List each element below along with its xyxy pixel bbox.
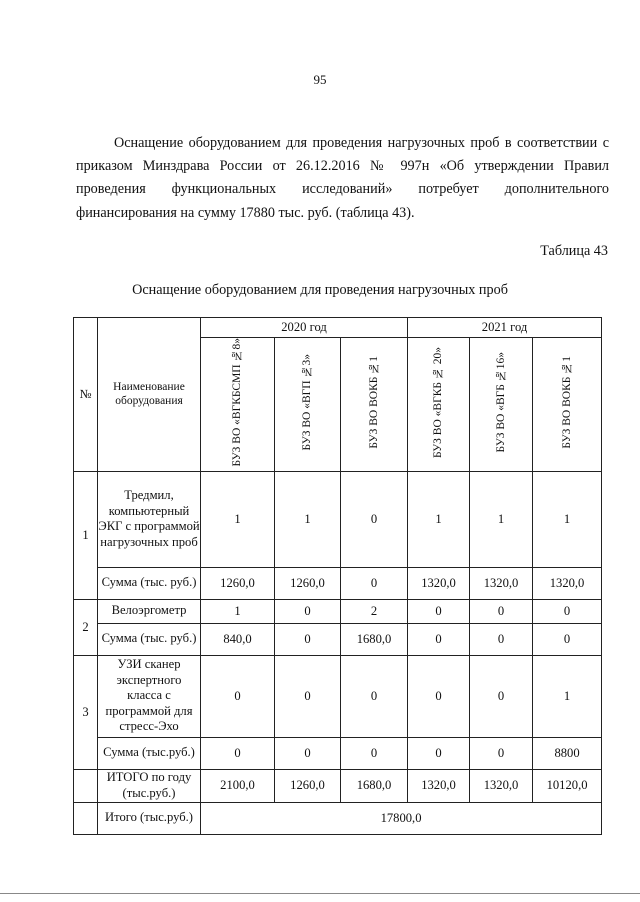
- table-cell: 0: [470, 655, 533, 737]
- table-cell: 840,0: [201, 623, 275, 655]
- table-cell: 2100,0: [201, 769, 275, 802]
- equipment-table: [73, 317, 602, 835]
- table-row-total-year: [74, 769, 602, 802]
- table-cell: 0: [275, 655, 341, 737]
- table-cell: 0: [341, 567, 408, 599]
- table-cell: 1260,0: [275, 567, 341, 599]
- row-number: 1: [74, 471, 98, 599]
- table-cell: 0: [201, 737, 275, 769]
- table-cell: 1320,0: [533, 567, 602, 599]
- table-title: Оснащение оборудованием для проведения нагрузочных проб: [132, 282, 508, 298]
- item-name: УЗИ сканер экспертного класса с программой для стресс-Эхо: [98, 655, 201, 737]
- grand-total-value: 17800,0: [201, 802, 602, 834]
- intro-paragraph: [76, 132, 609, 225]
- table-cell: 0: [275, 623, 341, 655]
- intro-paragraph-text: Оснащение оборудованием для проведения нагрузочных проб в соответствии с приказом Минздрава России от 26.12.2016 № 997н «Об утверждении Правил проведения функциональных исследований» потребует дополнительного финансирования на сумму 17880 тыс. руб. (таблица 43).: [76, 135, 609, 221]
- table-cell: 0: [275, 737, 341, 769]
- header-year-2021: 2021 год: [408, 318, 602, 338]
- header-org: БУЗ ВО «ВГП №3»: [275, 338, 341, 472]
- table-cell: 2: [341, 599, 408, 623]
- table-row: [74, 567, 602, 599]
- table-cell: 0: [408, 623, 470, 655]
- table-row: [74, 623, 602, 655]
- table-cell: 1320,0: [408, 769, 470, 802]
- table-cell: 1: [470, 471, 533, 567]
- table-row: [74, 655, 602, 737]
- row-number-empty: [74, 769, 98, 802]
- row-number: 2: [74, 599, 98, 655]
- table-cell: 1: [201, 599, 275, 623]
- grand-total-label: Итого (тыс.руб.): [98, 802, 201, 834]
- table-cell: 0: [470, 623, 533, 655]
- table-cell: 1320,0: [470, 769, 533, 802]
- row-number: 3: [74, 655, 98, 769]
- table-cell: 1: [533, 655, 602, 737]
- row-number-empty: [74, 802, 98, 834]
- page-bottom-rule: [0, 893, 640, 894]
- table-cell: 0: [533, 599, 602, 623]
- page-number: 95: [313, 72, 327, 87]
- table-cell: 0: [408, 737, 470, 769]
- table-cell: 0: [275, 599, 341, 623]
- table-cell: 0: [408, 599, 470, 623]
- table-cell: 1320,0: [408, 567, 470, 599]
- table-cell: 1: [408, 471, 470, 567]
- table-cell: 0: [408, 655, 470, 737]
- header-org: БУЗ ВО «ВГКБ № 20»: [408, 338, 470, 472]
- item-name: Велоэргометр: [98, 599, 201, 623]
- item-name: Тредмил, компьютерный ЭКГ с программой нагрузочных проб: [98, 471, 201, 567]
- sum-label: Сумма (тыс. руб.): [98, 623, 201, 655]
- table-cell: 1680,0: [341, 623, 408, 655]
- table-cell: 0: [470, 737, 533, 769]
- table-cell: 0: [201, 655, 275, 737]
- table-row: [74, 471, 602, 567]
- table-cell: 0: [341, 471, 408, 567]
- table-caption: Таблица 43: [540, 243, 608, 259]
- header-org: БУЗ ВО ВОКБ №1: [533, 338, 602, 472]
- table-row-grand-total: [74, 802, 602, 834]
- table-cell: 1260,0: [201, 567, 275, 599]
- table-row: [74, 599, 602, 623]
- total-year-label: ИТОГО по году (тыс.руб.): [98, 769, 201, 802]
- table-cell: 1260,0: [275, 769, 341, 802]
- header-org: БУЗ ВО «ВГКБСМП №8»: [201, 338, 275, 472]
- header-year-2020: 2020 год: [201, 318, 408, 338]
- table-cell: 0: [470, 599, 533, 623]
- table-cell: 0: [533, 623, 602, 655]
- header-name: Наименование оборудования: [98, 318, 201, 472]
- table-cell: 1: [275, 471, 341, 567]
- table-cell: 1: [533, 471, 602, 567]
- table-cell: 10120,0: [533, 769, 602, 802]
- table-row: [74, 737, 602, 769]
- header-org: БУЗ ВО ВОКБ №1: [341, 338, 408, 472]
- sum-label: Сумма (тыс. руб.): [98, 567, 201, 599]
- header-no: №: [74, 318, 98, 472]
- sum-label: Сумма (тыс.руб.): [98, 737, 201, 769]
- table-cell: 0: [341, 655, 408, 737]
- table-header-row-years: [74, 318, 602, 338]
- table-cell: 1680,0: [341, 769, 408, 802]
- table-cell: 1320,0: [470, 567, 533, 599]
- table-cell: 0: [341, 737, 408, 769]
- table-cell: 8800: [533, 737, 602, 769]
- header-org: БУЗ ВО «ВГБ №16»: [470, 338, 533, 472]
- table-cell: 1: [201, 471, 275, 567]
